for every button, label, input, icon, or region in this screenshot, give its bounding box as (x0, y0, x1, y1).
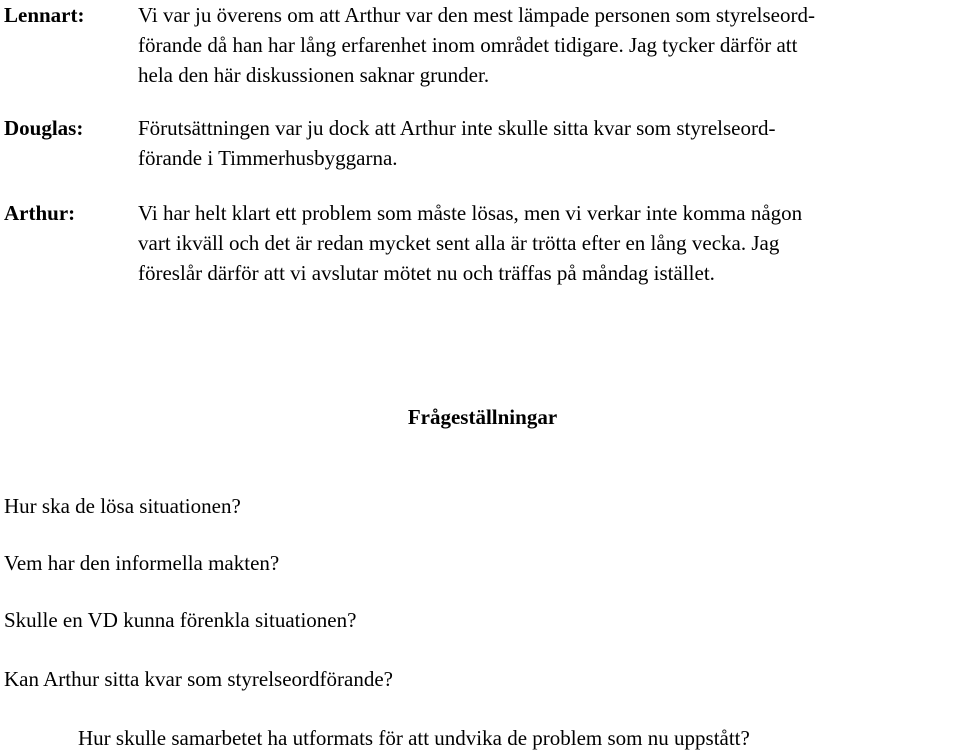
section-heading: Frågeställningar (407, 405, 558, 429)
speech-text (138, 198, 950, 288)
speech-line: förande i Timmerhusbyggarna. (138, 146, 398, 170)
speech-line: Vi har helt klart ett problem som måste lösas, men vi verkar inte komma någon (138, 201, 803, 225)
question-item: Hur skulle samarbetet ha utformats för att undvika de problem som nu uppstått? (78, 726, 750, 750)
question-item: Kan Arthur sitta kvar som styrelseordförande? (4, 667, 393, 691)
speech-line: hela den här diskussionen saknar grunder. (138, 63, 490, 87)
question-item: Skulle en VD kunna förenkla situationen? (4, 608, 357, 632)
speech-line: Förutsättningen var ju dock att Arthur inte skulle sitta kvar som styrelseord- (138, 116, 776, 140)
speech-line: förande då han har lång erfarenhet inom området tidigare. Jag tycker därför att (138, 33, 798, 57)
speech-text (138, 113, 950, 173)
speech-line: vart ikväll och det är redan mycket sent alla är trötta efter en lång vecka. Jag (138, 231, 780, 255)
speech-line: föreslår därför att vi avslutar mötet nu och träffas på måndag istället. (138, 261, 715, 285)
speech-line: Vi var ju överens om att Arthur var den mest lämpade personen som styrelseord- (138, 3, 815, 27)
question-item: Hur ska de lösa situationen? (4, 494, 241, 518)
question-item: Vem har den informella makten? (4, 551, 280, 575)
speaker-name: Arthur: (4, 201, 76, 225)
speaker-name: Douglas: (4, 116, 84, 140)
speaker-name: Lennart: (4, 3, 85, 27)
speech-text (138, 0, 950, 90)
